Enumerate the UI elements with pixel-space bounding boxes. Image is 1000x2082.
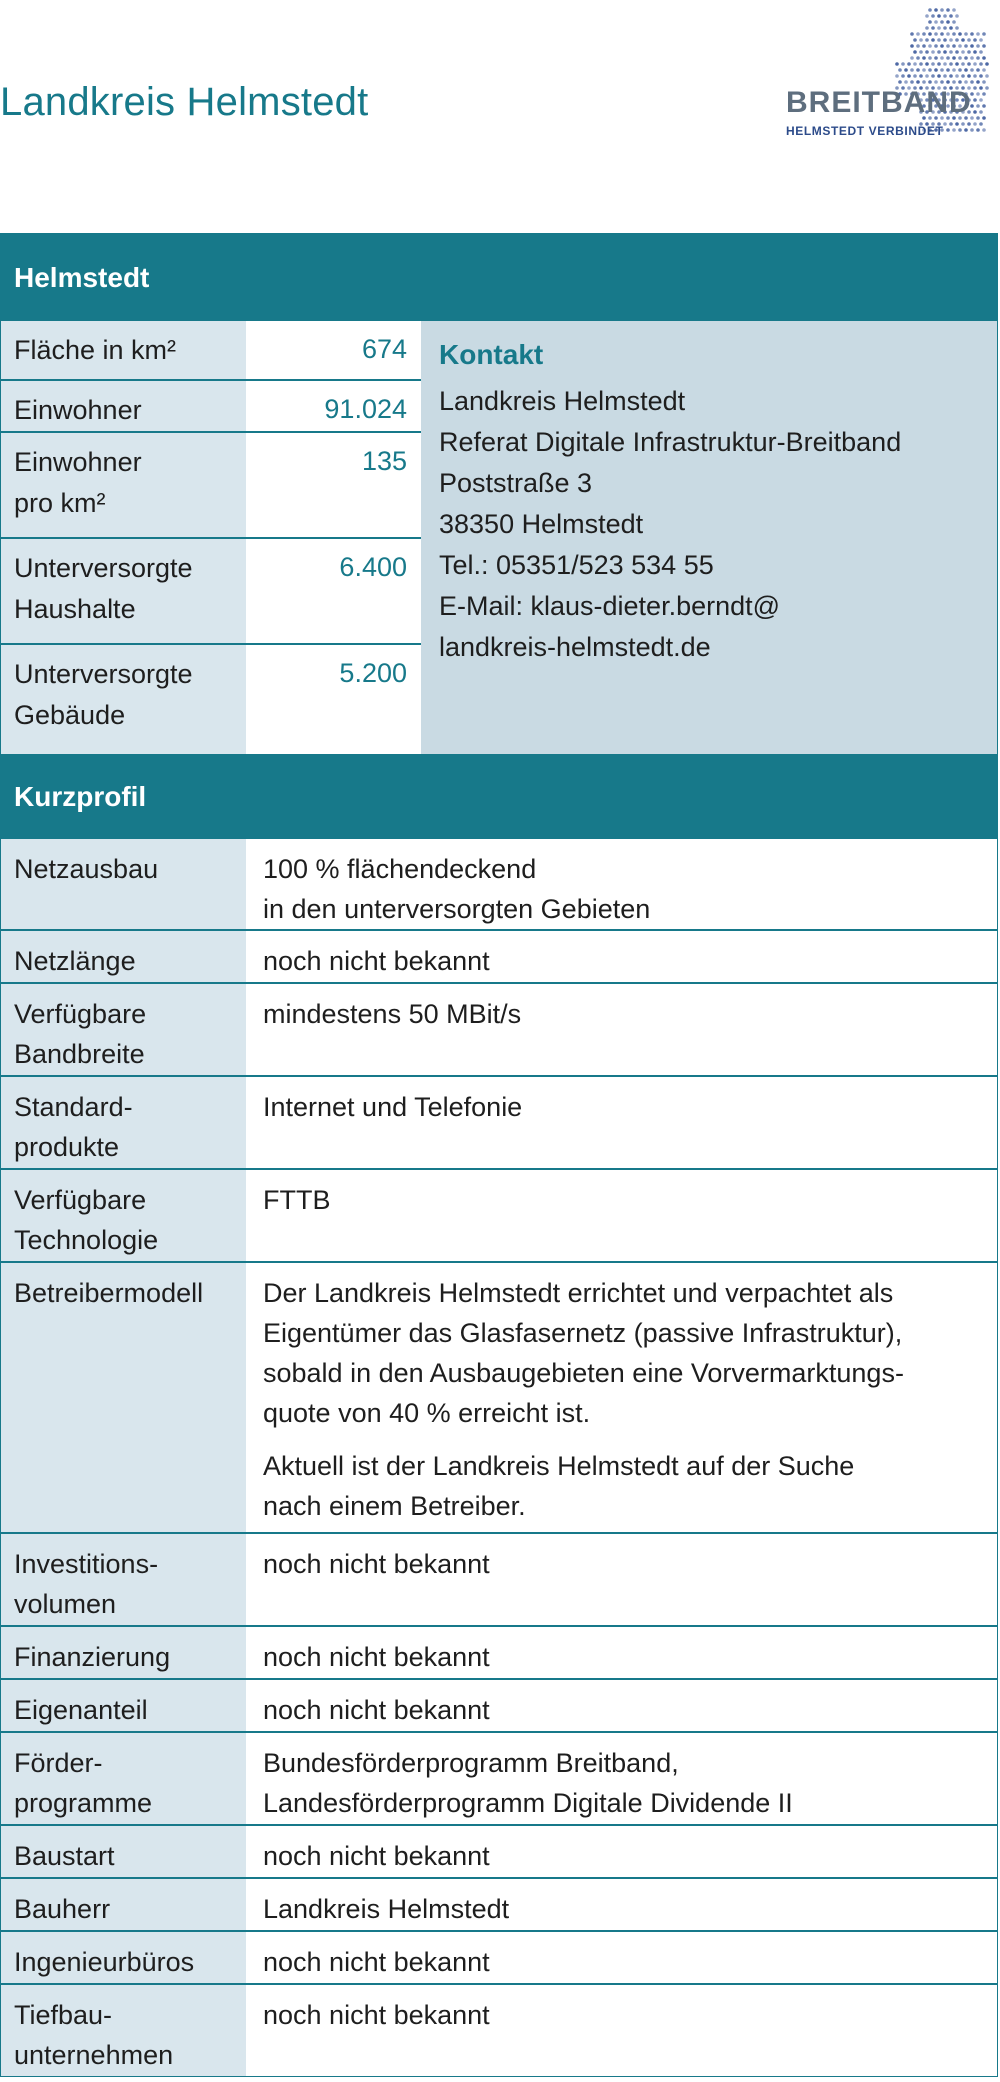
contact-email: E-Mail: klaus-dieter.berndt@ [439, 591, 781, 621]
profile-value [246, 1534, 997, 1625]
profile-label: Finanzierung [1, 1627, 246, 1678]
profile-label: Standard- produkte [1, 1077, 246, 1168]
profile-label: Netzausbau [1, 839, 246, 929]
stat-label: Unterversorgte Haushalte [1, 539, 246, 643]
profile-row [1, 1627, 997, 1680]
profile-value [246, 1627, 997, 1678]
profile-table [0, 233, 998, 2077]
stat-value: 674 [246, 321, 421, 379]
profile-value-paragraph: Der Landkreis Helmstedt errichtet und verpachtet als Eigentümer das Glasfasernetz (passive Infrastruktur), sobald in den Ausbaugebieten eine Vorvermarktungs- quote von 40 % erreicht ist. [263, 1278, 904, 1428]
profile-label: Tiefbau- unternehmen [1, 1985, 246, 2076]
profile-row [1, 1879, 997, 1932]
profile-label: Ingenieurbüros [1, 1932, 246, 1983]
region-overview [1, 321, 997, 754]
section-title-profile: Kurzprofil [1, 754, 997, 839]
profile-label: Förder- programme [1, 1733, 246, 1824]
contact-city: 38350 Helmstedt [439, 509, 644, 539]
profile-value-paragraph: noch nicht bekannt [263, 1549, 490, 1579]
profile-value [246, 1879, 997, 1930]
profile-value-paragraph: noch nicht bekannt [263, 2000, 490, 2030]
profile-row [1, 1170, 997, 1263]
profile-value-paragraph: mindestens 50 MBit/s [263, 999, 522, 1029]
profile-value-paragraph: 100 % flächendeckend in den unterversorgten Gebieten [263, 854, 651, 924]
profile-value-paragraph: noch nicht bekannt [263, 1642, 490, 1672]
profile-value [246, 1263, 997, 1532]
stat-label: Fläche in km² [1, 321, 246, 379]
profile-value-paragraph: noch nicht bekannt [263, 946, 490, 976]
stat-label: Einwohner [1, 381, 246, 431]
stat-label: Unterversorgte Gebäude [1, 645, 246, 754]
profile-value [246, 1077, 997, 1168]
contact-title: Kontakt [439, 339, 544, 370]
profile-value [246, 1733, 997, 1824]
stat-row [1, 381, 421, 433]
stat-row [1, 645, 421, 754]
profile-value [246, 1826, 997, 1877]
profile-label: Netzlänge [1, 931, 246, 982]
profile-value-paragraph: noch nicht bekannt [263, 1695, 490, 1725]
contact-street: Poststraße 3 [439, 468, 593, 498]
profile-label: Verfügbare Bandbreite [1, 984, 246, 1075]
profile-value-paragraph: Internet und Telefonie [263, 1092, 523, 1122]
profile-row [1, 839, 997, 931]
stat-value: 135 [246, 433, 421, 537]
profile-value [246, 1170, 997, 1261]
profile-value-paragraph: Bundesförderprogramm Breitband, Landesförderprogramm Digitale Dividende II [263, 1748, 793, 1818]
profile-value-paragraph: Aktuell ist der Landkreis Helmstedt auf der Suche nach einem Betreiber. [263, 1451, 855, 1521]
stat-row [1, 539, 421, 645]
stat-row [1, 433, 421, 539]
profile-value [246, 1932, 997, 1983]
page-title: Landkreis Helmstedt [0, 80, 369, 124]
profile-value-paragraph: FTTB [263, 1185, 331, 1215]
profile-value [246, 1985, 997, 2076]
profile-label: Verfügbare Technologie [1, 1170, 246, 1261]
logo-tagline: HELMSTEDT VERBINDET [786, 124, 944, 138]
stat-row [1, 321, 421, 381]
profile-row [1, 1826, 997, 1879]
profile-row [1, 1534, 997, 1627]
profile-label: Investitions- volumen [1, 1534, 246, 1625]
profile-value [246, 931, 997, 982]
profile-value [246, 984, 997, 1075]
section-title-region: Helmstedt [1, 234, 997, 321]
profile-row [1, 931, 997, 984]
logo-word: BREITBAND [786, 86, 972, 119]
profile-row [1, 1077, 997, 1170]
contact-box [421, 321, 997, 754]
profile-label: Betreibermodell [1, 1263, 246, 1532]
profile-label: Bauherr [1, 1879, 246, 1930]
contact-org: Landkreis Helmstedt [439, 386, 686, 416]
stat-value: 91.024 [246, 381, 421, 431]
stat-value: 6.400 [246, 539, 421, 643]
profile-value-paragraph: noch nicht bekannt [263, 1841, 490, 1871]
profile-row [1, 1932, 997, 1985]
contact-email-domain: landkreis-helmstedt.de [439, 632, 711, 662]
profile-row [1, 1680, 997, 1733]
profile-value-paragraph: noch nicht bekannt [263, 1947, 490, 1977]
profile-value [246, 1680, 997, 1731]
contact-department: Referat Digitale Infrastruktur-Breitband [439, 427, 902, 457]
breitband-logo [780, 0, 998, 150]
profile-label: Baustart [1, 1826, 246, 1877]
profile-value [246, 839, 997, 929]
contact-phone: Tel.: 05351/523 534 55 [439, 550, 714, 580]
profile-row [1, 984, 997, 1077]
profile-row [1, 1263, 997, 1534]
profile-value-paragraph: Landkreis Helmstedt [263, 1894, 510, 1924]
stats-table [1, 321, 421, 754]
profile-label: Eigenanteil [1, 1680, 246, 1731]
stat-label: Einwohner pro km² [1, 433, 246, 537]
profile-rows [1, 839, 997, 2076]
stat-value: 5.200 [246, 645, 421, 754]
profile-row [1, 1985, 997, 2076]
profile-row [1, 1733, 997, 1826]
